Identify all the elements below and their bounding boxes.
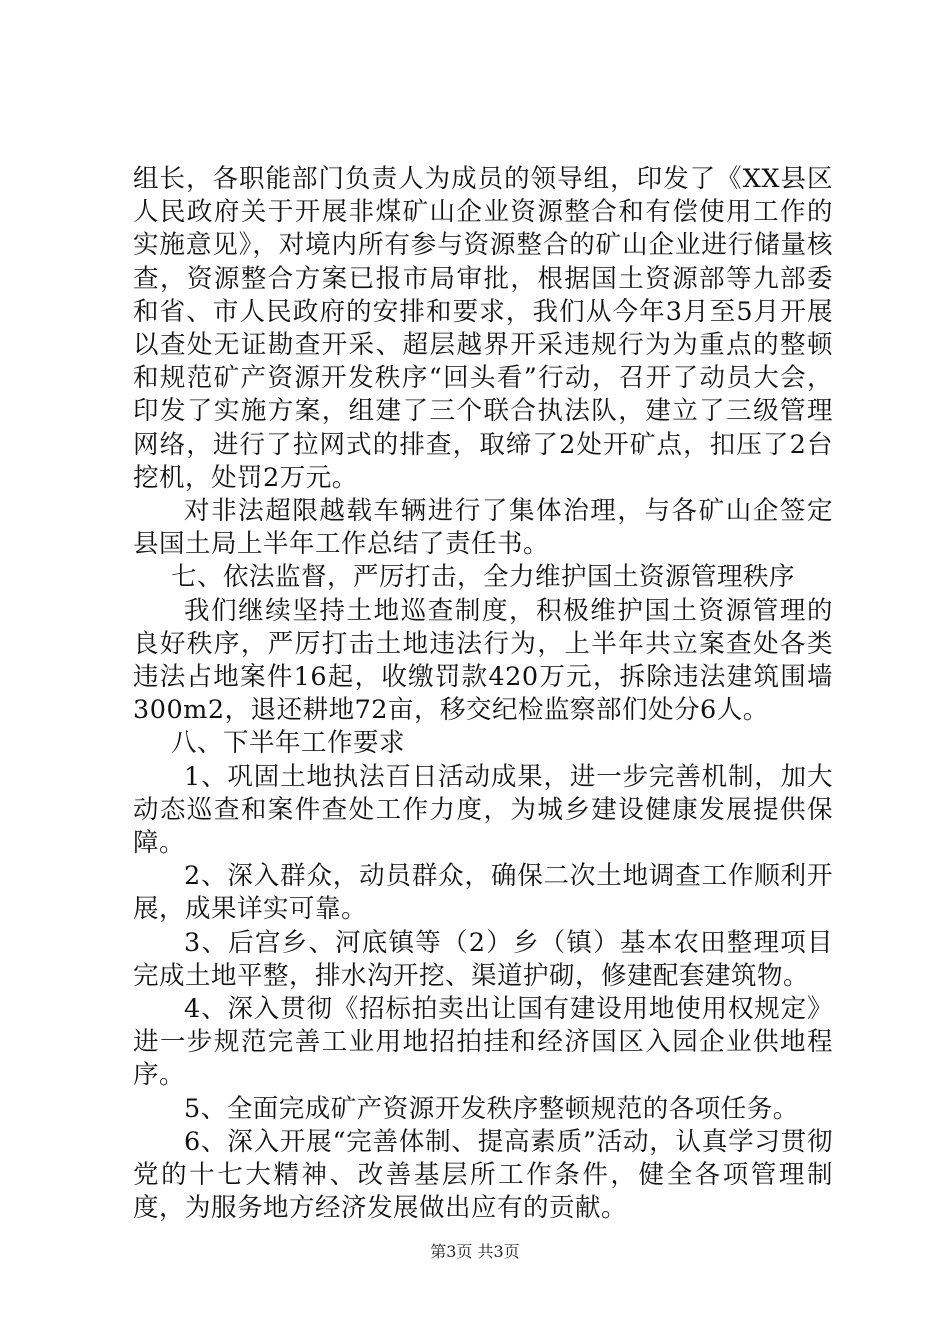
list-item: 1、巩固土地执法百日活动成果，进一步完善机制，加大动态巡查和案件查处工作力度，为城乡建设健康发展提供保障。 [133, 761, 833, 859]
paragraph: 我们继续坚持土地巡查制度，积极维护国土资源管理的良好秩序，严厉打击土地违法行为，上半年共立案查处各类违法占地案件16起，收缴罚款420万元，拆除违法建筑围墙300m2，退还耕地72亩，移交纪检监察部们处分6人。 [133, 595, 833, 726]
list-item: 6、深入开展“完善体制、提高素质”活动，认真学习贯彻党的十七大精神、改善基层所工作条件，健全各项管理制度，为服务地方经济发展做出应有的贡献。 [133, 1126, 833, 1224]
list-item: 4、深入贯彻《招标拍卖出让国有建设用地使用权规定》进一步规范完善工业用地招拍挂和经济国区入园企业供地程序。 [133, 994, 833, 1091]
list-item: 3、后宫乡、河底镇等（2）乡（镇）基本农田整理项目完成土地平整，排水沟开挖、渠道护砌，修建配套建筑物。 [133, 927, 833, 991]
section-heading: 八、下半年工作要求 [171, 728, 406, 759]
page-footer [0, 1242, 950, 1262]
list-item: 5、全面完成矿产资源开发秩序整顿规范的各项任务。 [184, 1093, 799, 1124]
paragraph: 对非法超限越载车辆进行了集体治理，与各矿山企签定县国土局上半年工作总结了责任书。 [133, 496, 833, 560]
document-body [133, 163, 833, 1226]
list-item: 2、深入群众，动员群众，确保二次土地调查工作顺利开展，成果详实可靠。 [133, 861, 833, 925]
page-number-label: 第3页 共3页 [430, 1242, 520, 1261]
section-heading: 七、依法监督，严厉打击，全力维护国土资源管理秩序 [171, 562, 796, 593]
paragraph: 组长，各职能部门负责人为成员的领导组，印发了《XX县区人民政府关于开展非煤矿山企业资源整合和有偿使用工作的实施意见》，对境内所有参与资源整合的矿山企业进行储量核查，资源整合方案已报市局审批，根据国土资源部等九部委和省、市人民政府的安排和要求，我们从今年3月至5月开展以查处无证勘查开采、超层越界开采违规行为为重点的整顿和规范矿产资源开发秩序“回头看”行动，召开了动员大会，印发了实施方案，组建了三个联合执法队，建立了三级管理网络，进行了拉网式的排查，取缔了2处开矿点，扣压了2台挖机，处罚2万元。 [133, 164, 833, 493]
